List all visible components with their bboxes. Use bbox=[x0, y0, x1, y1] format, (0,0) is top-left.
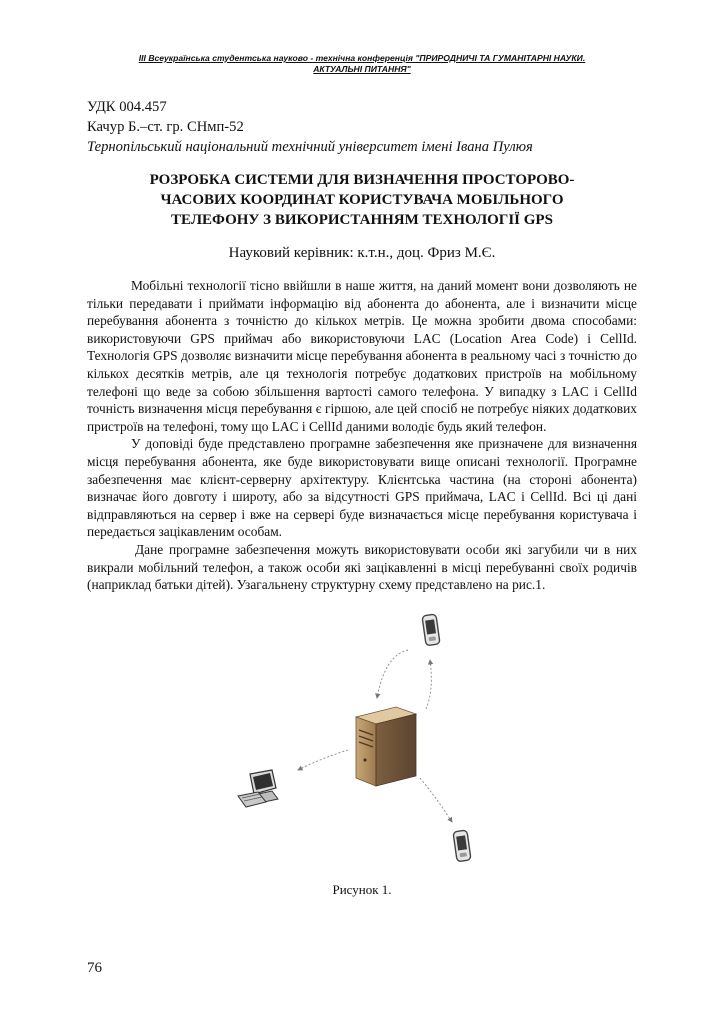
paper-title-line2: ЧАСОВИХ КООРДИНАТ КОРИСТУВАЧА МОБІЛЬНОГО bbox=[160, 192, 564, 208]
paper-title bbox=[100, 170, 624, 230]
paragraph-3: Дане програмне забезпечення можуть використовувати особи які загубили чи в них викрали мобільний телефон, а також особи які зацікавленні в місці перебуванні своїх родичів (наприклад батьки дітей). Узагальнену структурну схему представлено на рис.1. bbox=[87, 541, 637, 593]
mobile-phone-icon bbox=[453, 830, 471, 862]
author-line: Качур Б.–ст. гр. СНмп-52 bbox=[87, 119, 244, 135]
structure-diagram bbox=[220, 610, 520, 870]
conference-header bbox=[88, 53, 636, 75]
conference-header-line2: АКТУАЛЬНІ ПИТАННЯ" bbox=[313, 64, 411, 74]
paper-title-line3: ТЕЛЕФОНУ З ВИКОРИСТАННЯМ ТЕХНОЛОГІЇ GPS bbox=[171, 212, 553, 228]
university-line: Тернопільський національний технічний університет імені Івана Пулюя bbox=[87, 139, 533, 155]
body-text bbox=[87, 277, 637, 594]
page-number: 76 bbox=[87, 960, 102, 976]
paragraph-2: У доповіді буде представлено програмне забезпечення яке призначене для визначення місця перебування абонента, яке буде використовувати вище описані технології. Програмне забезпечення має клієнт-серверну архітектуру. Клієнтська частина (на стороні абонента) визначає його довготу і широту, або за відсутності GPS приймача, LAC і CellId. Всі ці дані відправляються на сервер і вже на сервері буде визначається місце перебування користувача і передається зацікавленим особам. bbox=[87, 436, 637, 540]
conference-header-line1: III Всеукраїнська студентська науково - технічна конференція "ПРИРОДНИЧІ ТА ГУМАНІТАРНІ НАУКИ. bbox=[138, 53, 586, 63]
desktop-computer-icon bbox=[238, 770, 278, 807]
arrow-server-to-phone bbox=[426, 660, 431, 709]
udk-code: УДК 004.457 bbox=[87, 99, 167, 115]
supervisor-line: Науковий керівник: к.т.н., доц. Фриз М.Є. bbox=[228, 245, 496, 261]
server-icon bbox=[356, 707, 416, 786]
mobile-phone-icon bbox=[422, 614, 440, 646]
arrow-server-to-bottom-phone bbox=[420, 778, 452, 822]
arrow-phone-to-server bbox=[377, 650, 408, 698]
arrow-server-to-computer bbox=[298, 750, 348, 770]
paragraph-1: Мобільні технології тісно ввійшли в наше життя, на даний момент вони дозволяють не тільки передавати і приймати інформацію від абонента до абонента, але і визначити місце перебування абонента з точністю до кількох метрів. Це можна зробити двома способами: використовуючи GPS приймач або використовуючи LAC (Location Area Code) і CellId. Технологія GPS дозволяє визначити місце перебування абонента в реальному часі з точністю до кількох десятків метрів, але ця технологія потребує додаткових пристроїв на мобільному телефоні що веде за собою збільшення вартості самого телефона. У випадку з LAC і CellId точність визначення місця перебування є гіршою, але цей спосіб не потребує ніяких додаткових пристроїв на телефоні, тому що LAC і CellId даними володіє будь який телефон. bbox=[87, 278, 637, 434]
figure-caption: Рисунок 1. bbox=[332, 882, 392, 897]
paper-title-line1: РОЗРОБКА СИСТЕМИ ДЛЯ ВИЗНАЧЕННЯ ПРОСТОРОВО- bbox=[149, 172, 575, 188]
